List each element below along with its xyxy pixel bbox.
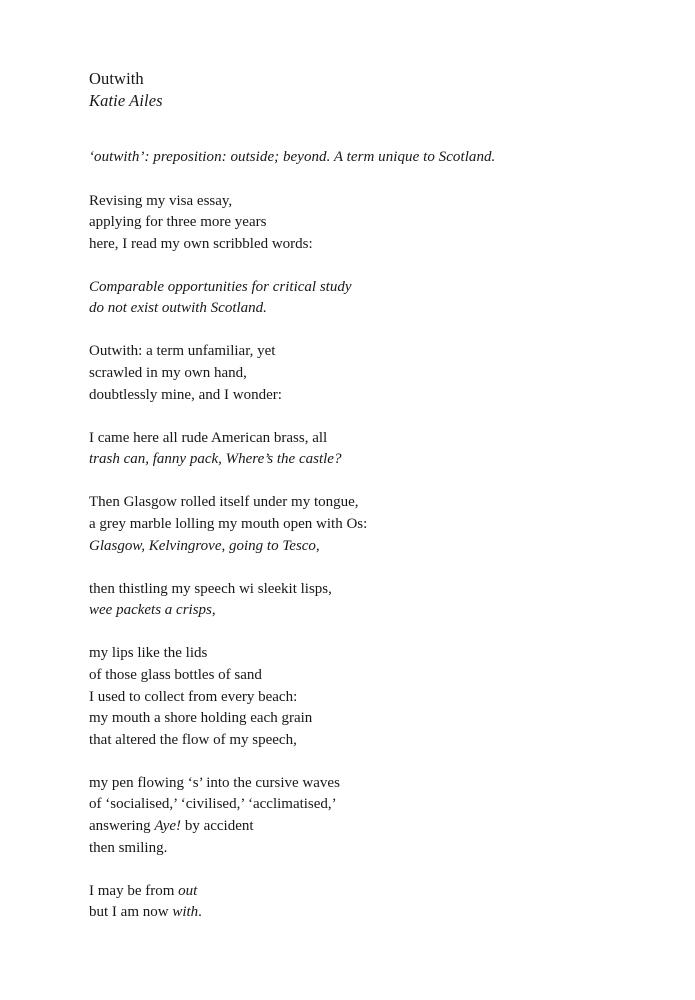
poem-line	[89, 816, 635, 838]
poem-line: here, I read my own scribbled words:	[89, 235, 313, 252]
poem-line: of ‘socialised,’ ‘civilised,’ ‘acclimatised,’	[89, 796, 337, 813]
poem-line: wee packets a crisps,	[89, 602, 216, 619]
poem-stanza	[89, 881, 635, 924]
poem-line-emphasis: with	[172, 904, 199, 921]
poem-line: trash can, fanny pack, Where’s the castle?	[89, 451, 342, 468]
poem-stanza	[89, 428, 635, 471]
poem-line: that altered the flow of my speech,	[89, 731, 297, 748]
poem-stanza	[89, 579, 635, 622]
poem-line: Revising my visa essay,	[89, 192, 233, 209]
poem-line: Glasgow, Kelvingrove, going to Tesco,	[89, 537, 320, 554]
poem-line-emphasis: out	[178, 882, 198, 899]
page-title: Outwith	[89, 69, 144, 88]
poem-line: my pen flowing ‘s’ into the cursive waves	[89, 774, 340, 791]
poem-line: do not exist outwith Scotland.	[89, 300, 267, 317]
poem-line: Outwith: a term unfamiliar, yet	[89, 343, 276, 360]
poem-line: a grey marble lolling my mouth open with Os:	[89, 516, 368, 533]
poem-line-text: but I am now	[89, 904, 173, 921]
poem-line-text-after: by accident	[181, 818, 254, 835]
poem-stanza	[89, 277, 635, 320]
poem-line-text-after: .	[198, 904, 202, 921]
poem-line: then thistling my speech wi sleekit lisps,	[89, 580, 332, 597]
poem-line-emphasis: Aye!	[154, 818, 182, 835]
poem-line: then smiling.	[89, 839, 168, 856]
poem-line-text: answering	[89, 818, 155, 835]
poem-line: I used to collect from every beach:	[89, 688, 298, 705]
poem-stanza	[89, 341, 635, 406]
poem-line	[89, 902, 635, 924]
poem-line: scrawled in my own hand,	[89, 365, 247, 382]
poem-line	[89, 881, 635, 903]
poem-stanza	[89, 191, 635, 256]
poem-author: Katie Ailes	[89, 90, 163, 110]
poem-body	[89, 169, 635, 924]
poem-line: applying for three more years	[89, 214, 267, 231]
poem-stanza	[89, 773, 635, 859]
poem-line: my mouth a shore holding each grain	[89, 710, 313, 727]
poem-line: Comparable opportunities for critical study	[89, 278, 352, 295]
poem-line: Then Glasgow rolled itself under my tongue,	[89, 494, 359, 511]
poem-stanza	[89, 492, 635, 557]
poem-line-text: I may be from	[89, 882, 179, 899]
poem-line: of those glass bottles of sand	[89, 667, 262, 683]
poem-line: my lips like the lids	[89, 645, 208, 662]
poem-line: doubtlessly mine, and I wonder:	[89, 386, 282, 403]
poem-epigraph: ‘outwith’: preposition: outside; beyond. A term unique to Scotland.	[89, 149, 496, 165]
poem-stanza	[89, 643, 635, 751]
poem-line: I came here all rude American brass, all	[89, 429, 328, 446]
